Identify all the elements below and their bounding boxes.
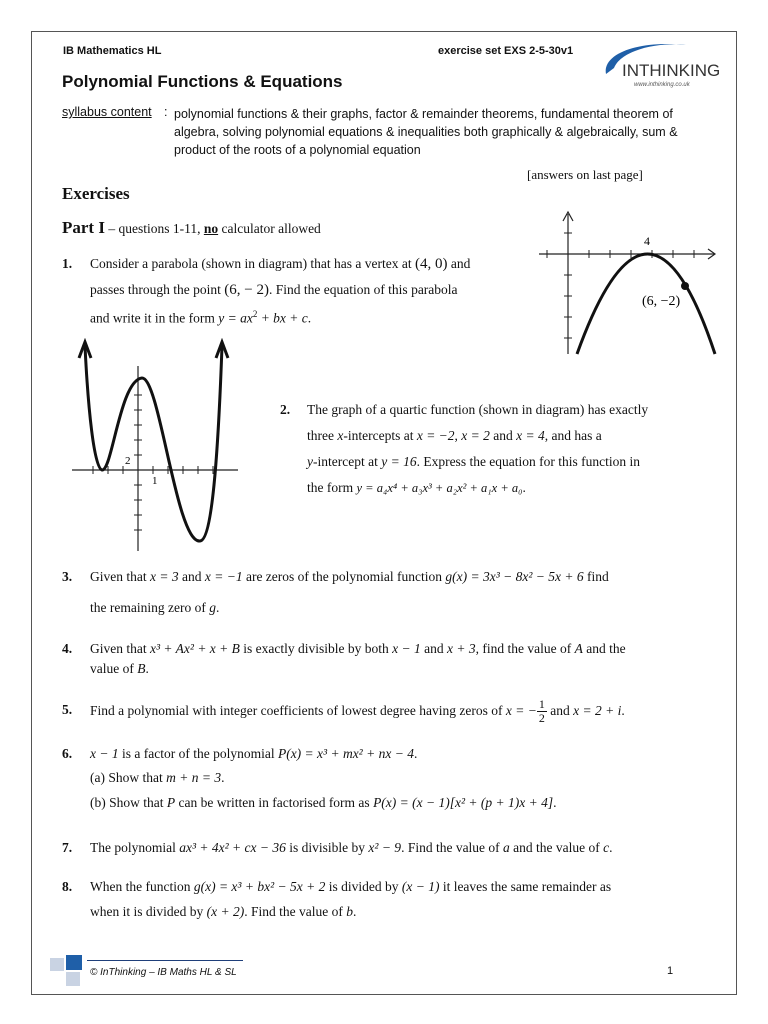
inthinking-logo [600,38,725,90]
question-4-line-2: value of B. [90,661,149,676]
answers-note: [answers on last page] [527,167,643,182]
logo-url: www.inthinking.co.uk [634,82,690,88]
no-calculator-emphasis: no [203,221,219,236]
page-number: 1 [667,965,674,977]
question-6-number: 6. [62,746,73,761]
question-1-line-3: and write it in the form $y = ax^2$ + bx + c. [90,309,312,326]
question-2-line-2: three x-intercepts at x = −2, x = 2 and x = 4, and has a [307,428,602,443]
question-2-line-3: y-intercept at y = 16. Express the equation for this function in [307,454,641,469]
parabola-graph [535,208,720,358]
question-8-line-2: when it is divided by (x + 2). Find the value of b. [90,904,357,919]
point-marker [681,282,689,290]
quartic-curve [85,346,222,541]
part-heading: Part I – questions 1-11, no calculator allowed [62,218,321,237]
footer-copyright: © InThinking – IB Maths HL & SL [90,967,237,978]
footer-squares-decoration [50,955,84,987]
exercise-set-id: exercise set EXS 2-5-30v1 [438,45,574,57]
y-tick-label: 2 [125,455,131,467]
question-2-line-1: The graph of a quartic function (shown in diagram) has exactly [307,402,649,417]
question-3-line-1: Given that x = 3 and x = −1 are zeros of the polynomial function g(x) = 3x³ − 8x² − 5x + 6 find [90,569,609,584]
question-3-number: 3. [62,569,73,584]
question-1-line-2: passes through the point (6, − 2). Find the equation of this parabola [90,282,458,298]
syllabus-colon: : [164,105,168,119]
question-6-line-1: x − 1 is a factor of the polynomial P(x) = x³ + mx² + nx − 4. [90,746,418,761]
part-title: Part I [62,218,105,237]
question-6-part-b: (b) Show that P can be written in factorised form as P(x) = (x − 1)[x² + (p + 1)x + 4]. [90,795,557,810]
footer-rule [87,960,243,961]
point-label: (6, −2) [642,294,681,309]
quartic-graph [70,338,240,553]
question-2-number: 2. [280,402,291,417]
question-5-line-1: Find a polynomial with integer coefficients of lowest degree having zeros of x = − $\frac{1}{2}$ and x = 2 + i . [90,696,625,725]
page-title: Polynomial Functions & Equations [62,72,343,91]
question-4-line-1: Given that x³ + Ax² + x + B is exactly divisible by both x − 1 and x + 3, find the value of A and the [90,641,626,656]
syllabus-text: polynomial functions & their graphs, factor & remainder theorems, fundamental theorem of algebra, solving polynomial equations & inequalities both graphically & algebraically, sum & product of the roots of a polynomial equation [174,107,678,157]
question-1-number: 1. [62,256,73,271]
vertex-label: 4 [644,234,650,248]
fraction-one-half: $\frac{1}{2}$ [538,696,545,725]
question-4-number: 4. [62,641,73,656]
syllabus-label: syllabus content [62,105,152,119]
course-name: IB Mathematics HL [63,45,162,57]
question-7-number: 7. [62,840,73,855]
question-5-number: 5. [62,702,73,717]
question-7-line-1: The polynomial ax³ + 4x² + cx − 36 is divisible by x² − 9. Find the value of a and the value of c. [90,840,613,855]
question-6-part-a: (a) Show that m + n = 3. [90,770,225,785]
question-8-number: 8. [62,879,73,894]
logo-wordmark: INTHINKING [622,61,721,80]
question-2-line-4: the form y = a₄x⁴ + a₃x³ + a₂x² + a₁x + a₀. [307,480,526,495]
exercises-heading: Exercises [62,184,130,203]
question-1-line-1: Consider a parabola (shown in diagram) that has a vertex at (4, 0) and [90,256,471,272]
x-tick-label: 1 [152,475,158,487]
question-8-line-1: When the function g(x) = x³ + bx² − 5x + 2 is divided by (x − 1) it leaves the same remainder as [90,879,612,894]
question-3-line-2: the remaining zero of g. [90,600,220,615]
